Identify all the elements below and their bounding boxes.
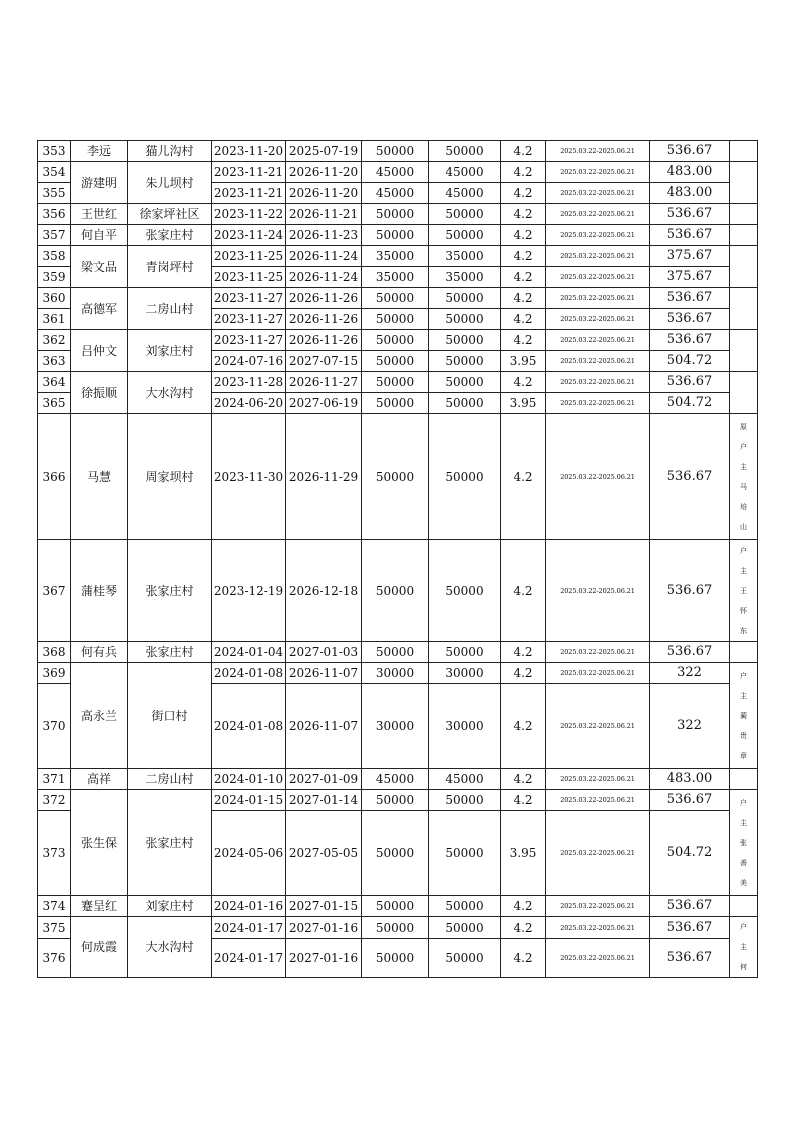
remark-cell	[730, 246, 758, 288]
village-name: 张家庄村	[128, 540, 212, 642]
loan-balance: 50000	[429, 309, 501, 330]
loan-balance: 50000	[429, 351, 501, 372]
loan-end-date: 2026-11-23	[286, 225, 362, 246]
loan-balance: 50000	[429, 896, 501, 917]
row-number: 354	[38, 162, 71, 183]
interest-amount: 536.67	[650, 540, 730, 642]
row-number: 368	[38, 642, 71, 663]
interest-rate: 4.2	[501, 183, 546, 204]
borrower-name: 何有兵	[71, 642, 128, 663]
loan-end-date: 2027-01-09	[286, 769, 362, 790]
loan-amount: 50000	[362, 811, 429, 896]
borrower-name: 李远	[71, 141, 128, 162]
borrower-name: 吕仲文	[71, 330, 128, 372]
borrower-name: 徐振顺	[71, 372, 128, 414]
row-number: 374	[38, 896, 71, 917]
remark-cell	[730, 642, 758, 663]
remark-cell	[730, 204, 758, 225]
table-row	[38, 790, 758, 811]
loan-start-date: 2024-06-20	[212, 393, 286, 414]
loan-amount: 50000	[362, 393, 429, 414]
interest-rate: 4.2	[501, 790, 546, 811]
remark-cell	[730, 141, 758, 162]
interest-amount: 483.00	[650, 769, 730, 790]
loan-amount: 35000	[362, 267, 429, 288]
table-row	[38, 141, 758, 162]
interest-amount: 536.67	[650, 141, 730, 162]
loan-balance: 45000	[429, 162, 501, 183]
interest-period: 2025.03.22-2025.06.21	[546, 769, 650, 790]
village-name: 大水沟村	[128, 372, 212, 414]
loan-end-date: 2027-07-15	[286, 351, 362, 372]
interest-period: 2025.03.22-2025.06.21	[546, 183, 650, 204]
row-number: 356	[38, 204, 71, 225]
interest-period: 2025.03.22-2025.06.21	[546, 540, 650, 642]
borrower-name: 蹇呈红	[71, 896, 128, 917]
interest-amount: 536.67	[650, 225, 730, 246]
loan-start-date: 2024-01-15	[212, 790, 286, 811]
borrower-name: 何成霞	[71, 917, 128, 978]
loan-end-date: 2026-11-07	[286, 663, 362, 684]
loan-end-date: 2027-01-03	[286, 642, 362, 663]
loan-amount: 50000	[362, 351, 429, 372]
loan-end-date: 2026-11-24	[286, 246, 362, 267]
loan-amount: 30000	[362, 663, 429, 684]
remark-cell	[730, 288, 758, 330]
loan-end-date: 2026-11-26	[286, 288, 362, 309]
table-row	[38, 330, 758, 351]
village-name: 周家坝村	[128, 414, 212, 540]
remark-cell	[730, 663, 758, 769]
loan-start-date: 2024-07-16	[212, 351, 286, 372]
interest-rate: 3.95	[501, 393, 546, 414]
interest-rate: 4.2	[501, 684, 546, 769]
loan-amount: 45000	[362, 162, 429, 183]
interest-amount: 375.67	[650, 267, 730, 288]
interest-period: 2025.03.22-2025.06.21	[546, 684, 650, 769]
row-number: 376	[38, 939, 71, 978]
loan-balance: 35000	[429, 267, 501, 288]
borrower-name: 马慧	[71, 414, 128, 540]
interest-rate: 4.2	[501, 204, 546, 225]
loan-start-date: 2024-01-04	[212, 642, 286, 663]
interest-period: 2025.03.22-2025.06.21	[546, 790, 650, 811]
interest-amount: 536.67	[650, 309, 730, 330]
interest-amount: 536.67	[650, 204, 730, 225]
village-name: 二房山村	[128, 288, 212, 330]
loan-amount: 50000	[362, 790, 429, 811]
interest-period: 2025.03.22-2025.06.21	[546, 414, 650, 540]
loan-balance: 50000	[429, 393, 501, 414]
remark-text: 户主王怀东	[740, 546, 747, 635]
loan-end-date: 2026-12-18	[286, 540, 362, 642]
remark-text: 户主何	[740, 923, 747, 971]
interest-period: 2025.03.22-2025.06.21	[546, 330, 650, 351]
interest-period: 2025.03.22-2025.06.21	[546, 393, 650, 414]
interest-period: 2025.03.22-2025.06.21	[546, 246, 650, 267]
loan-balance: 50000	[429, 790, 501, 811]
loan-start-date: 2023-11-21	[212, 162, 286, 183]
interest-period: 2025.03.22-2025.06.21	[546, 225, 650, 246]
loan-start-date: 2023-11-27	[212, 330, 286, 351]
loan-start-date: 2024-01-10	[212, 769, 286, 790]
loan-balance: 50000	[429, 141, 501, 162]
interest-rate: 4.2	[501, 246, 546, 267]
village-name: 张家庄村	[128, 790, 212, 896]
village-name: 张家庄村	[128, 225, 212, 246]
table-row	[38, 225, 758, 246]
loan-start-date: 2023-11-20	[212, 141, 286, 162]
loan-table-body	[38, 141, 758, 978]
loan-balance: 50000	[429, 288, 501, 309]
interest-amount: 504.72	[650, 811, 730, 896]
loan-end-date: 2027-01-16	[286, 939, 362, 978]
loan-amount: 45000	[362, 183, 429, 204]
village-name: 猫儿沟村	[128, 141, 212, 162]
borrower-name: 张生保	[71, 790, 128, 896]
interest-amount: 483.00	[650, 183, 730, 204]
interest-amount: 536.67	[650, 896, 730, 917]
loan-start-date: 2023-12-19	[212, 540, 286, 642]
loan-start-date: 2023-11-30	[212, 414, 286, 540]
village-name: 张家庄村	[128, 642, 212, 663]
remark-cell	[730, 225, 758, 246]
loan-balance: 50000	[429, 642, 501, 663]
interest-period: 2025.03.22-2025.06.21	[546, 811, 650, 896]
borrower-name: 梁文品	[71, 246, 128, 288]
interest-amount: 536.67	[650, 917, 730, 939]
loan-start-date: 2023-11-25	[212, 267, 286, 288]
interest-period: 2025.03.22-2025.06.21	[546, 309, 650, 330]
interest-amount: 536.67	[650, 790, 730, 811]
loan-amount: 45000	[362, 769, 429, 790]
borrower-name: 蒲桂琴	[71, 540, 128, 642]
interest-rate: 4.2	[501, 917, 546, 939]
row-number: 355	[38, 183, 71, 204]
loan-start-date: 2024-01-17	[212, 939, 286, 978]
loan-start-date: 2024-01-08	[212, 663, 286, 684]
loan-balance: 50000	[429, 811, 501, 896]
loan-balance: 50000	[429, 917, 501, 939]
loan-balance: 45000	[429, 183, 501, 204]
loan-start-date: 2024-01-08	[212, 684, 286, 769]
table-row	[38, 663, 758, 684]
row-number: 353	[38, 141, 71, 162]
remark-cell	[730, 372, 758, 414]
interest-period: 2025.03.22-2025.06.21	[546, 939, 650, 978]
interest-period: 2025.03.22-2025.06.21	[546, 141, 650, 162]
loan-amount: 50000	[362, 330, 429, 351]
interest-rate: 4.2	[501, 414, 546, 540]
loan-amount: 30000	[362, 684, 429, 769]
table-row	[38, 246, 758, 267]
interest-amount: 536.67	[650, 414, 730, 540]
interest-period: 2025.03.22-2025.06.21	[546, 663, 650, 684]
interest-amount: 536.67	[650, 642, 730, 663]
remark-text: 户主蔺贵章	[740, 671, 747, 760]
village-name: 青岗坪村	[128, 246, 212, 288]
loan-start-date: 2023-11-27	[212, 288, 286, 309]
village-name: 朱儿坝村	[128, 162, 212, 204]
row-number: 372	[38, 790, 71, 811]
loan-start-date: 2023-11-25	[212, 246, 286, 267]
interest-amount: 536.67	[650, 288, 730, 309]
loan-amount: 50000	[362, 642, 429, 663]
loan-table	[37, 140, 758, 978]
loan-end-date: 2026-11-21	[286, 204, 362, 225]
loan-end-date: 2025-07-19	[286, 141, 362, 162]
loan-end-date: 2026-11-26	[286, 330, 362, 351]
interest-amount: 536.67	[650, 330, 730, 351]
table-row	[38, 162, 758, 183]
row-number: 364	[38, 372, 71, 393]
village-name: 徐家坪社区	[128, 204, 212, 225]
interest-period: 2025.03.22-2025.06.21	[546, 372, 650, 393]
interest-rate: 3.95	[501, 811, 546, 896]
row-number: 360	[38, 288, 71, 309]
loan-end-date: 2027-05-05	[286, 811, 362, 896]
remark-text: 户主张善美	[740, 798, 747, 887]
interest-rate: 4.2	[501, 896, 546, 917]
loan-start-date: 2023-11-27	[212, 309, 286, 330]
loan-end-date: 2027-01-16	[286, 917, 362, 939]
loan-amount: 50000	[362, 225, 429, 246]
loan-amount: 50000	[362, 414, 429, 540]
loan-start-date: 2023-11-22	[212, 204, 286, 225]
loan-end-date: 2026-11-07	[286, 684, 362, 769]
loan-end-date: 2026-11-27	[286, 372, 362, 393]
interest-period: 2025.03.22-2025.06.21	[546, 288, 650, 309]
interest-rate: 4.2	[501, 309, 546, 330]
remark-cell	[730, 162, 758, 204]
remark-cell	[730, 896, 758, 917]
loan-balance: 35000	[429, 246, 501, 267]
interest-amount: 322	[650, 663, 730, 684]
loan-end-date: 2026-11-20	[286, 162, 362, 183]
interest-amount: 375.67	[650, 246, 730, 267]
loan-end-date: 2026-11-29	[286, 414, 362, 540]
interest-period: 2025.03.22-2025.06.21	[546, 204, 650, 225]
loan-amount: 35000	[362, 246, 429, 267]
table-row	[38, 642, 758, 663]
interest-rate: 4.2	[501, 540, 546, 642]
interest-amount: 536.67	[650, 372, 730, 393]
loan-balance: 50000	[429, 225, 501, 246]
remark-cell	[730, 414, 758, 540]
loan-balance: 50000	[429, 330, 501, 351]
interest-rate: 4.2	[501, 162, 546, 183]
loan-balance: 50000	[429, 540, 501, 642]
interest-rate: 4.2	[501, 267, 546, 288]
table-row	[38, 288, 758, 309]
interest-rate: 4.2	[501, 225, 546, 246]
row-number: 370	[38, 684, 71, 769]
loan-amount: 50000	[362, 141, 429, 162]
interest-period: 2025.03.22-2025.06.21	[546, 162, 650, 183]
village-name: 大水沟村	[128, 917, 212, 978]
loan-start-date: 2024-05-06	[212, 811, 286, 896]
row-number: 357	[38, 225, 71, 246]
row-number: 371	[38, 769, 71, 790]
table-row	[38, 917, 758, 939]
loan-balance: 50000	[429, 414, 501, 540]
remark-text: 原户主马培山	[740, 422, 747, 531]
loan-balance: 30000	[429, 663, 501, 684]
interest-rate: 4.2	[501, 663, 546, 684]
remark-cell	[730, 330, 758, 372]
loan-start-date: 2023-11-28	[212, 372, 286, 393]
loan-amount: 50000	[362, 939, 429, 978]
interest-period: 2025.03.22-2025.06.21	[546, 351, 650, 372]
table-row	[38, 204, 758, 225]
row-number: 363	[38, 351, 71, 372]
interest-amount: 536.67	[650, 939, 730, 978]
borrower-name: 高祥	[71, 769, 128, 790]
village-name: 刘家庄村	[128, 896, 212, 917]
loan-start-date: 2023-11-24	[212, 225, 286, 246]
loan-amount: 50000	[362, 540, 429, 642]
village-name: 街口村	[128, 663, 212, 769]
interest-amount: 504.72	[650, 351, 730, 372]
row-number: 369	[38, 663, 71, 684]
borrower-name: 何自平	[71, 225, 128, 246]
row-number: 366	[38, 414, 71, 540]
remark-cell	[730, 540, 758, 642]
loan-balance: 30000	[429, 684, 501, 769]
interest-rate: 4.2	[501, 769, 546, 790]
loan-balance: 50000	[429, 939, 501, 978]
interest-rate: 4.2	[501, 288, 546, 309]
row-number: 375	[38, 917, 71, 939]
interest-period: 2025.03.22-2025.06.21	[546, 642, 650, 663]
interest-amount: 322	[650, 684, 730, 769]
loan-amount: 50000	[362, 309, 429, 330]
interest-period: 2025.03.22-2025.06.21	[546, 267, 650, 288]
loan-amount: 50000	[362, 288, 429, 309]
remark-cell	[730, 917, 758, 978]
interest-rate: 4.2	[501, 330, 546, 351]
row-number: 358	[38, 246, 71, 267]
row-number: 362	[38, 330, 71, 351]
row-number: 365	[38, 393, 71, 414]
row-number: 373	[38, 811, 71, 896]
loan-amount: 50000	[362, 204, 429, 225]
interest-period: 2025.03.22-2025.06.21	[546, 917, 650, 939]
table-row	[38, 896, 758, 917]
row-number: 361	[38, 309, 71, 330]
table-row	[38, 372, 758, 393]
row-number: 367	[38, 540, 71, 642]
loan-balance: 50000	[429, 372, 501, 393]
borrower-name: 王世红	[71, 204, 128, 225]
borrower-name: 高永兰	[71, 663, 128, 769]
interest-rate: 4.2	[501, 372, 546, 393]
borrower-name: 高德军	[71, 288, 128, 330]
loan-end-date: 2027-01-15	[286, 896, 362, 917]
loan-end-date: 2027-01-14	[286, 790, 362, 811]
table-row	[38, 769, 758, 790]
loan-amount: 50000	[362, 917, 429, 939]
loan-start-date: 2024-01-17	[212, 917, 286, 939]
loan-balance: 50000	[429, 204, 501, 225]
table-row	[38, 414, 758, 540]
loan-end-date: 2026-11-24	[286, 267, 362, 288]
loan-end-date: 2026-11-20	[286, 183, 362, 204]
loan-amount: 50000	[362, 896, 429, 917]
row-number: 359	[38, 267, 71, 288]
loan-end-date: 2027-06-19	[286, 393, 362, 414]
table-row	[38, 540, 758, 642]
interest-rate: 3.95	[501, 351, 546, 372]
remark-cell	[730, 790, 758, 896]
loan-amount: 50000	[362, 372, 429, 393]
interest-amount: 504.72	[650, 393, 730, 414]
interest-amount: 483.00	[650, 162, 730, 183]
interest-rate: 4.2	[501, 939, 546, 978]
village-name: 刘家庄村	[128, 330, 212, 372]
loan-balance: 45000	[429, 769, 501, 790]
borrower-name: 游建明	[71, 162, 128, 204]
loan-start-date: 2024-01-16	[212, 896, 286, 917]
loan-start-date: 2023-11-21	[212, 183, 286, 204]
loan-end-date: 2026-11-26	[286, 309, 362, 330]
interest-rate: 4.2	[501, 141, 546, 162]
village-name: 二房山村	[128, 769, 212, 790]
remark-cell	[730, 769, 758, 790]
interest-period: 2025.03.22-2025.06.21	[546, 896, 650, 917]
interest-rate: 4.2	[501, 642, 546, 663]
